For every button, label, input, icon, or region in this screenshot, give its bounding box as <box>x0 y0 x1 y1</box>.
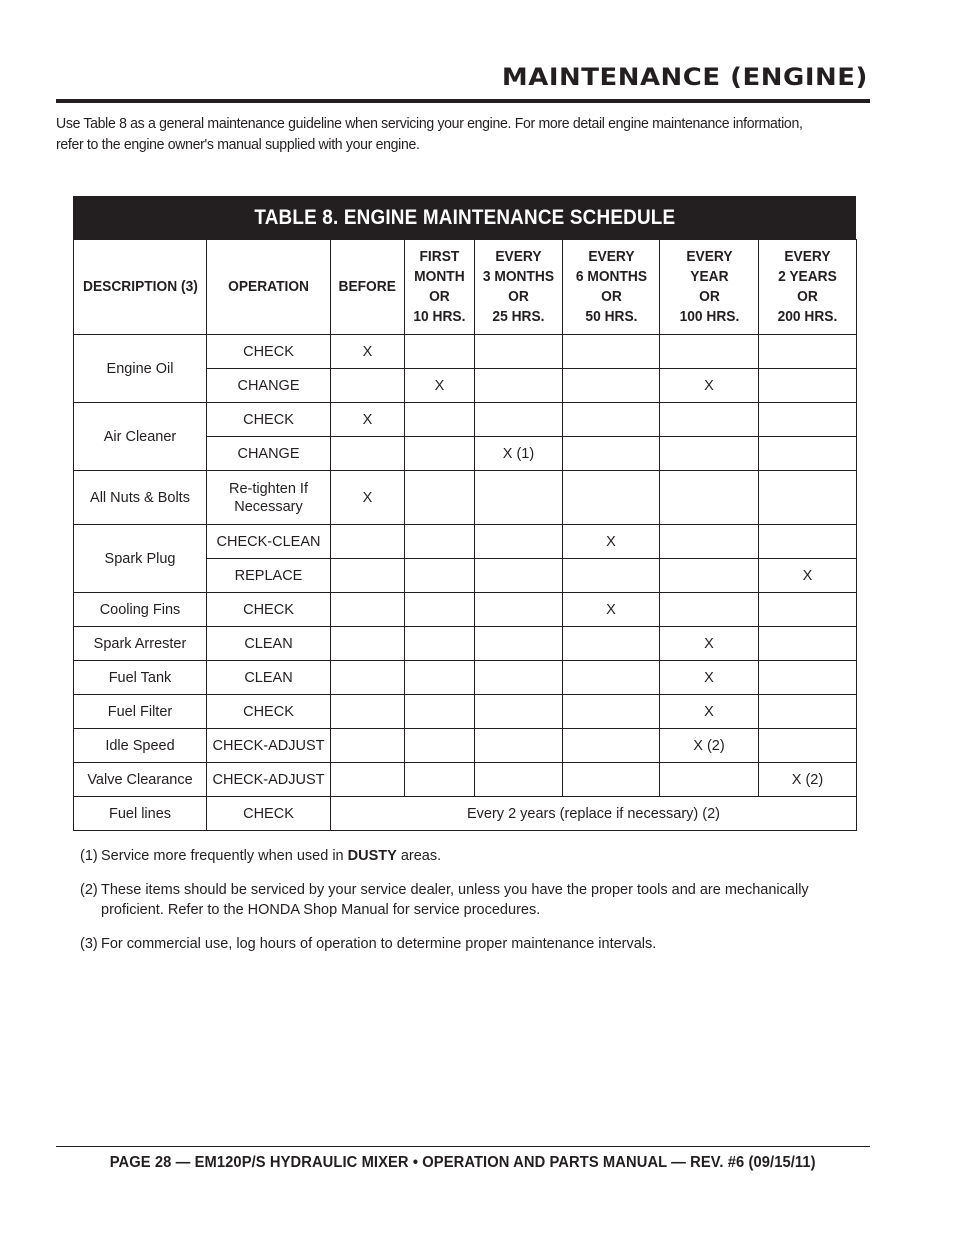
schedule-cell <box>331 369 405 403</box>
schedule-cell <box>475 763 563 797</box>
schedule-cell <box>475 335 563 369</box>
table-row <box>74 335 857 369</box>
col-3-months: EVERY 3 MONTHS OR 25 HRS. <box>475 240 563 335</box>
footnote-text: These items should be serviced by your service dealer, unless you have the proper tools and are mechanically proficient. Refer to the HONDA Shop Manual for service procedures. <box>101 882 809 918</box>
schedule-cell <box>475 403 563 437</box>
schedule-cell <box>563 763 660 797</box>
footer-text: PAGE 28 — EM120P/S HYDRAULIC MIXER • OPERATION AND PARTS MANUAL — REV. #6 (09/15/11) <box>110 1154 816 1171</box>
row-operation: CHECK <box>207 593 331 627</box>
footnote-number: (1) <box>80 848 98 864</box>
col-before: BEFORE <box>331 240 405 335</box>
schedule-cell <box>759 403 857 437</box>
footer-divider <box>56 1146 870 1147</box>
row-operation: CHECK <box>207 695 331 729</box>
col-6-months: EVERY 6 MONTHS OR 50 HRS. <box>563 240 660 335</box>
schedule-cell: X <box>660 695 759 729</box>
schedule-cell <box>331 559 405 593</box>
schedule-cell <box>759 437 857 471</box>
schedule-cell <box>660 525 759 559</box>
schedule-cell <box>405 627 475 661</box>
row-operation: CLEAN <box>207 661 331 695</box>
schedule-cell <box>331 525 405 559</box>
maintenance-table <box>73 196 856 831</box>
row-description: Spark Plug <box>74 525 207 593</box>
schedule-cell <box>405 729 475 763</box>
row-operation: CHECK-ADJUST <box>207 729 331 763</box>
schedule-cell <box>660 471 759 525</box>
title-divider <box>56 99 870 103</box>
footnote-3 <box>80 934 840 954</box>
schedule-cell <box>563 369 660 403</box>
row-operation: CHECK <box>207 335 331 369</box>
row-description: Fuel lines <box>74 797 207 831</box>
schedule-cell <box>331 695 405 729</box>
col-operation: OPERATION <box>207 240 331 335</box>
schedule-cell: X <box>563 525 660 559</box>
schedule-cell <box>759 471 857 525</box>
schedule-cell <box>405 437 475 471</box>
schedule-cell <box>331 593 405 627</box>
footnote-number: (2) <box>80 882 98 898</box>
row-operation: CHANGE <box>207 369 331 403</box>
schedule-cell: X <box>660 627 759 661</box>
schedule-cell: X <box>759 559 857 593</box>
schedule-cell <box>759 661 857 695</box>
schedule-cell <box>563 661 660 695</box>
table-row <box>74 403 857 437</box>
schedule-cell <box>331 437 405 471</box>
row-description: Engine Oil <box>74 335 207 403</box>
schedule-cell: X <box>660 369 759 403</box>
row-operation: CHECK-CLEAN <box>207 525 331 559</box>
schedule-cell: X <box>331 335 405 369</box>
schedule-cell: X <box>660 661 759 695</box>
schedule-cell: X <box>331 471 405 525</box>
table-row <box>74 661 857 695</box>
footnote-2 <box>80 880 840 920</box>
schedule-cell <box>405 593 475 627</box>
row-operation: Re-tighten If Necessary <box>207 471 331 525</box>
table-row <box>74 763 857 797</box>
intro-line-1: Use Table 8 as a general maintenance guideline when servicing your engine. For more detail engine maintenance information, <box>56 115 803 132</box>
row-operation: CHECK <box>207 797 331 831</box>
schedule-cell <box>331 729 405 763</box>
table-row <box>74 627 857 661</box>
schedule-cell <box>331 627 405 661</box>
schedule-cell <box>475 729 563 763</box>
schedule-cell <box>475 661 563 695</box>
schedule-cell: X (1) <box>475 437 563 471</box>
merged-schedule-cell: Every 2 years (replace if necessary) (2) <box>331 797 857 831</box>
footnotes <box>80 846 840 968</box>
schedule-cell <box>405 335 475 369</box>
schedule-cell <box>475 627 563 661</box>
schedule-cell <box>475 695 563 729</box>
row-operation: CLEAN <box>207 627 331 661</box>
schedule-cell <box>660 403 759 437</box>
intro-line-2: refer to the engine owner's manual supplied with your engine. <box>56 136 420 153</box>
schedule-cell <box>660 763 759 797</box>
schedule-cell <box>405 695 475 729</box>
schedule-cell <box>660 593 759 627</box>
table-title-bar <box>73 196 856 239</box>
schedule-cell: X <box>405 369 475 403</box>
schedule-cell <box>759 695 857 729</box>
schedule-cell <box>563 559 660 593</box>
schedule-cell <box>405 559 475 593</box>
schedule-cell <box>563 729 660 763</box>
schedule-cell <box>759 729 857 763</box>
schedule-cell <box>759 369 857 403</box>
schedule-cell <box>405 661 475 695</box>
col-2-years: EVERY 2 YEARS OR 200 HRS. <box>759 240 857 335</box>
column-header-row <box>74 240 857 335</box>
schedule-cell <box>331 763 405 797</box>
schedule-cell <box>563 437 660 471</box>
table-title: TABLE 8. ENGINE MAINTENANCE SCHEDULE <box>254 205 675 229</box>
col-description: DESCRIPTION (3) <box>74 240 207 335</box>
page-footer <box>56 1154 870 1172</box>
schedule-cell <box>563 403 660 437</box>
schedule-cell <box>405 471 475 525</box>
schedule-cell <box>759 335 857 369</box>
schedule-cell <box>405 763 475 797</box>
schedule-cell <box>759 627 857 661</box>
table-row <box>74 593 857 627</box>
footnote-text: Service more frequently when used in DUSTY areas. <box>101 848 442 864</box>
schedule-cell <box>475 525 563 559</box>
schedule-cell: X (2) <box>660 729 759 763</box>
footnote-text: For commercial use, log hours of operation to determine proper maintenance intervals. <box>101 936 657 952</box>
schedule-cell <box>475 471 563 525</box>
schedule-cell <box>563 335 660 369</box>
table-row <box>74 797 857 831</box>
table-row <box>74 695 857 729</box>
schedule-grid <box>73 239 857 831</box>
schedule-cell <box>475 559 563 593</box>
schedule-cell <box>660 437 759 471</box>
row-operation: CHECK-ADJUST <box>207 763 331 797</box>
schedule-cell <box>475 369 563 403</box>
row-description: Fuel Filter <box>74 695 207 729</box>
schedule-cell: X <box>331 403 405 437</box>
col-first-month: FIRST MONTH OR 10 HRS. <box>405 240 475 335</box>
row-operation: CHANGE <box>207 437 331 471</box>
row-description: All Nuts & Bolts <box>74 471 207 525</box>
schedule-cell <box>405 403 475 437</box>
row-description: Valve Clearance <box>74 763 207 797</box>
table-row <box>74 729 857 763</box>
col-year: EVERY YEAR OR 100 HRS. <box>660 240 759 335</box>
row-description: Cooling Fins <box>74 593 207 627</box>
schedule-cell <box>405 525 475 559</box>
schedule-cell <box>563 627 660 661</box>
schedule-cell: X (2) <box>759 763 857 797</box>
schedule-cell <box>331 661 405 695</box>
schedule-cell: X <box>563 593 660 627</box>
schedule-cell <box>759 525 857 559</box>
row-operation: REPLACE <box>207 559 331 593</box>
schedule-cell <box>660 335 759 369</box>
schedule-cell <box>660 559 759 593</box>
row-description: Air Cleaner <box>74 403 207 471</box>
footnote-1 <box>80 846 840 866</box>
table-row <box>74 525 857 559</box>
row-operation: CHECK <box>207 403 331 437</box>
schedule-cell <box>563 695 660 729</box>
schedule-cell <box>759 593 857 627</box>
row-description: Fuel Tank <box>74 661 207 695</box>
footnote-number: (3) <box>80 936 98 952</box>
row-description: Spark Arrester <box>74 627 207 661</box>
intro-paragraph <box>56 113 825 155</box>
schedule-cell <box>563 471 660 525</box>
schedule-cell <box>475 593 563 627</box>
row-description: Idle Speed <box>74 729 207 763</box>
page-title: MAINTENANCE (ENGINE) <box>502 63 868 91</box>
table-row <box>74 471 857 525</box>
